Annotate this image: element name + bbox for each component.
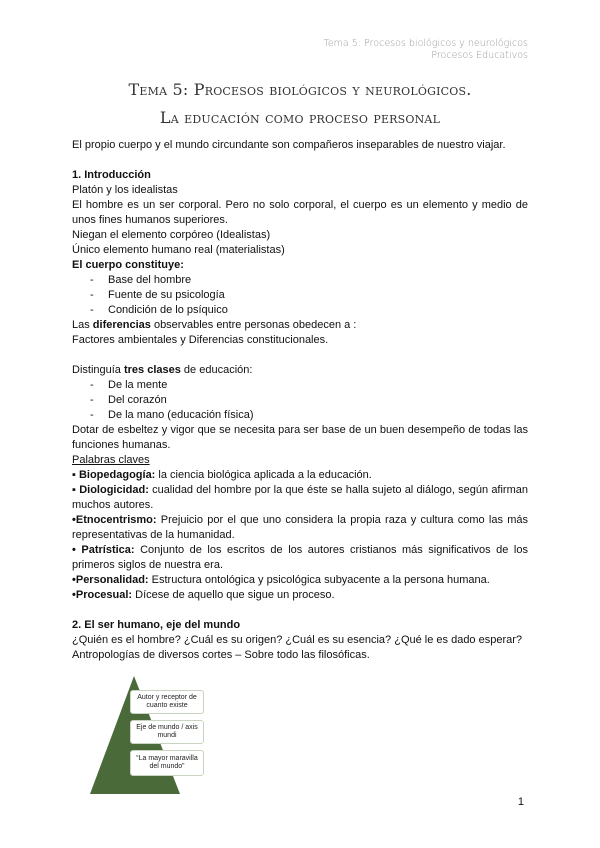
- keyword-entry: ▪ Diologicidad: cualidad del hombre por la que éste se halla sujeto al diálogo, según afirman muchos autores.: [72, 484, 528, 511]
- section-1-heading: 1. Introducción: [72, 169, 151, 181]
- questions-line: ¿Quién es el hombre? ¿Cuál es su origen? ¿Cuál es su esencia? ¿Qué le es dado esperar?: [72, 634, 523, 646]
- pyramid-box-2: Eje de mundo / axis mundi: [130, 720, 204, 744]
- document-body: [72, 138, 528, 663]
- diferencias-line: Las diferencias observables entre personas obedecen a :: [72, 319, 357, 331]
- cuerpo-list: [72, 273, 528, 318]
- text-line: Platón y los idealistas: [72, 184, 178, 196]
- text-line: Único elemento humano real (materialistas): [72, 244, 285, 256]
- page-number: 1: [517, 796, 524, 808]
- keyword-entry: •Procesual: Dícese de aquello que sigue un proceso.: [72, 589, 335, 601]
- pyramid-diagram: [90, 676, 220, 796]
- factores-line: Factores ambientales y Diferencias constitucionales.: [72, 334, 329, 346]
- pyramid-box-1: Autor y receptor de cuanto existe: [130, 690, 204, 714]
- list-item: - Del corazón: [72, 393, 528, 408]
- cuerpo-heading: El cuerpo constituye:: [72, 259, 184, 271]
- keyword-entry: ▪ Biopedagogía: la ciencia biológica aplicada a la educación.: [72, 469, 372, 481]
- distinguia-line: Distinguía tres clases de educación:: [72, 364, 253, 376]
- header-line-1: Tema 5: Procesos biológicos y neurológicos: [323, 38, 528, 49]
- antropologias-line: Antropologías de diversos cortes – Sobre todo las filosóficas.: [72, 649, 370, 661]
- page-title-line-1: Tema 5: Procesos biológicos y neurológicos.: [128, 80, 472, 99]
- text-paragraph: El hombre es un ser corporal. Pero no solo corporal, el cuerpo es un elemento y medio de unos fines humanos superiores.: [72, 199, 528, 226]
- dotar-paragraph: Dotar de esbeltez y vigor que se necesita para ser base de un buen desempeño de todas las funciones humanas.: [72, 424, 528, 451]
- keyword-entry: •Etnocentrismo: Prejuicio por el que uno considera la propia raza y cultura como las más representativas de la humanidad.: [72, 514, 528, 541]
- text-line: Niegan el elemento corpóreo (Idealistas): [72, 229, 271, 241]
- header-line-2: Procesos Educativos: [431, 50, 528, 61]
- list-item: - Condición de lo psíquico: [72, 303, 528, 318]
- list-item: - Fuente de su psicología: [72, 288, 528, 303]
- intro-text: El propio cuerpo y el mundo circundante son compañeros inseparables de nuestro viajar.: [72, 139, 506, 151]
- keyword-entry: • Patrística: Conjunto de los escritos de los autores cristianos más significativos de los primeros siglos de nuestra era.: [72, 544, 528, 571]
- list-item: - De la mano (educación física): [72, 408, 528, 423]
- running-header: [324, 38, 528, 62]
- list-item: - De la mente: [72, 378, 528, 393]
- section-2-heading: 2. El ser humano, eje del mundo: [72, 619, 241, 631]
- page-title-line-2: La educación como proceso personal: [159, 108, 441, 127]
- palabras-claves-heading: Palabras claves: [72, 454, 150, 466]
- list-item: - Base del hombre: [72, 273, 528, 288]
- keyword-entry: •Personalidad: Estructura ontológica y psicológica subyacente a la persona humana.: [72, 574, 490, 586]
- clases-list: [72, 378, 528, 423]
- pyramid-box-3: “La mayor maravilla del mundo”: [130, 750, 204, 776]
